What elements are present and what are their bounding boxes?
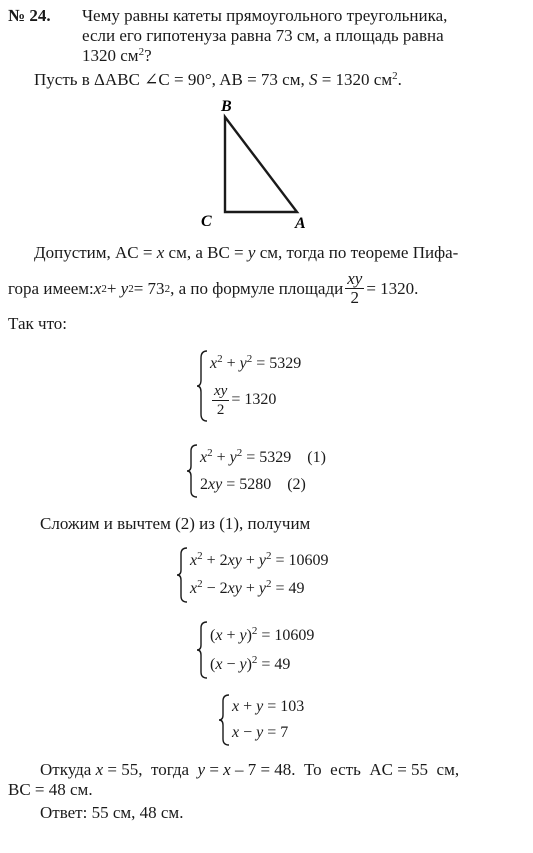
system-1 — [196, 350, 301, 422]
t: = 103 — [263, 698, 305, 715]
given-text-c: . — [397, 70, 402, 89]
t: xy — [227, 552, 242, 569]
given-text-a: Пусть в ΔABC ∠C = 90°, AB = 73 см, — [34, 70, 309, 89]
brace-icon — [218, 694, 230, 746]
system-2 — [186, 444, 326, 498]
t: y — [239, 355, 247, 373]
sum-instruction: Сложим и вычтем (2) из (1), получим — [40, 514, 311, 533]
solution-line-2: гора имеем: x 2 + y 2 = 73 2 , а по формуле площади $\frac{xy}{2}$ = 1320. — [8, 269, 419, 307]
system-4-row-2 — [210, 654, 314, 676]
t: 2 — [251, 653, 258, 666]
problem-number: № 24. — [8, 6, 51, 25]
t: x — [232, 698, 240, 715]
t: xy — [214, 382, 228, 399]
system-5-rows — [230, 694, 304, 746]
s2-c: = 73 — [133, 278, 165, 298]
t: x — [215, 626, 223, 644]
s2-b: + — [106, 278, 117, 298]
result-line-2: BC = 48 см. — [8, 780, 93, 799]
t: y — [256, 698, 264, 715]
system-4-row-1 — [210, 625, 314, 647]
t: 2 — [197, 550, 203, 562]
s2-y: y — [120, 278, 129, 298]
s1-b: см, а BC = — [164, 243, 248, 262]
t: y — [229, 448, 237, 466]
t: = 5329 (1) — [242, 448, 326, 466]
t: 2 — [197, 578, 203, 590]
problem-line-2: если его гипотенуза равна 73 см, а площадь равна — [82, 26, 444, 45]
system-1-row-1 — [210, 353, 301, 375]
solution-line-1 — [34, 243, 458, 263]
t: 2 — [200, 475, 208, 493]
system-3-row-2 — [190, 578, 329, 600]
t: − 2 — [202, 580, 228, 597]
brace-icon — [176, 547, 188, 603]
t: x — [190, 580, 198, 597]
system-4-rows — [208, 621, 314, 679]
r-x2: x — [223, 760, 231, 779]
brace-icon — [196, 621, 208, 679]
t: x — [215, 655, 223, 673]
system-2-row-2 — [200, 474, 326, 496]
s2-x: x — [93, 278, 102, 298]
t: = 5329 — [252, 355, 302, 373]
t: y — [258, 580, 266, 597]
t: x — [210, 355, 218, 373]
t: = 10609 — [271, 552, 329, 569]
brace-icon — [186, 444, 198, 498]
t: y — [256, 724, 264, 741]
system-2-rows — [198, 444, 326, 498]
system-1-row-2 — [210, 382, 301, 419]
t: ( — [210, 655, 216, 673]
system-1-rows — [208, 350, 301, 422]
t: ( — [210, 626, 216, 644]
t: + — [222, 355, 240, 373]
t: = 49 — [257, 655, 291, 673]
t: − — [239, 724, 257, 741]
t: + — [241, 552, 259, 569]
t: = 49 — [271, 580, 305, 597]
t: 2 — [216, 401, 225, 418]
frac-den: 2 — [350, 288, 360, 307]
area-fraction — [345, 270, 364, 307]
problem-line-1: Чему равны катеты прямоугольного треугольника, — [82, 6, 448, 25]
t: + 2 — [202, 552, 228, 569]
label-a: A — [295, 215, 306, 230]
s2-d: , а по формуле площади — [170, 278, 344, 298]
t: ) — [246, 626, 252, 644]
triangle-shape — [225, 117, 297, 212]
t: xy — [208, 475, 223, 493]
r-x: x — [95, 760, 104, 779]
t: 2 — [265, 578, 272, 590]
system-4 — [196, 621, 314, 679]
t: + — [239, 698, 257, 715]
result-line-1 — [40, 760, 459, 780]
t: 2 — [251, 624, 258, 637]
frac-num: xy — [347, 269, 363, 288]
t: y — [239, 655, 247, 673]
problem-line-3-sup: 2 — [138, 46, 145, 58]
system-3 — [176, 547, 329, 603]
r-b: = 55, тогда — [103, 760, 198, 779]
t: 2 — [236, 446, 243, 459]
t: 2 — [217, 353, 223, 366]
t: ) — [246, 655, 252, 673]
t: = 5280 (2) — [222, 475, 306, 493]
system-3-rows — [188, 547, 329, 603]
problem-line-3-text: 1320 см — [82, 46, 139, 65]
t: = 10609 — [257, 626, 315, 644]
label-b: B — [221, 98, 232, 115]
t: x — [190, 552, 198, 569]
s1-a: Допустим, AC = — [34, 243, 157, 262]
r-c: = — [205, 760, 224, 779]
s2-e: = 1320. — [366, 278, 419, 298]
system-2-row-1 — [200, 447, 326, 469]
sys1-fraction — [212, 382, 229, 419]
t: 2 — [207, 446, 213, 459]
t: x — [200, 448, 208, 466]
t: − — [222, 655, 240, 673]
given-line — [34, 70, 402, 90]
problem-line-3-end: ? — [144, 46, 152, 65]
s2-a: гора имеем: — [8, 278, 94, 298]
t: x — [232, 724, 240, 741]
s1-c: см, тогда по теореме Пифа- — [255, 243, 459, 262]
given-sup: 2 — [392, 70, 398, 82]
t: 2 — [246, 353, 253, 366]
system-5-row-2 — [232, 722, 304, 744]
t: = 7 — [263, 724, 289, 741]
t: xy — [227, 580, 242, 597]
t: y — [258, 552, 266, 569]
system-3-row-1 — [190, 550, 329, 572]
t: + — [241, 580, 259, 597]
t: 2 — [265, 550, 272, 562]
problem-line-3 — [82, 46, 152, 66]
t: = 1320 — [231, 391, 277, 409]
answer-line: Ответ: 55 см, 48 см. — [40, 803, 184, 822]
given-s: S — [308, 70, 318, 89]
t: y — [239, 626, 247, 644]
r-a: Откуда — [40, 760, 96, 779]
s1-y: y — [247, 243, 256, 262]
triangle-figure — [195, 95, 325, 230]
system-5 — [218, 694, 304, 746]
r-d: – 7 = 48. То есть AC = 55 см, — [230, 760, 460, 779]
t: + — [212, 448, 230, 466]
r-y: y — [197, 760, 206, 779]
solution-line-3: Так что: — [8, 314, 67, 333]
given-text-b: = 1320 см — [317, 70, 393, 89]
t: + — [222, 626, 240, 644]
brace-icon — [196, 350, 208, 422]
system-5-row-1 — [232, 696, 304, 718]
label-c: C — [201, 213, 212, 230]
s1-x: x — [156, 243, 165, 262]
